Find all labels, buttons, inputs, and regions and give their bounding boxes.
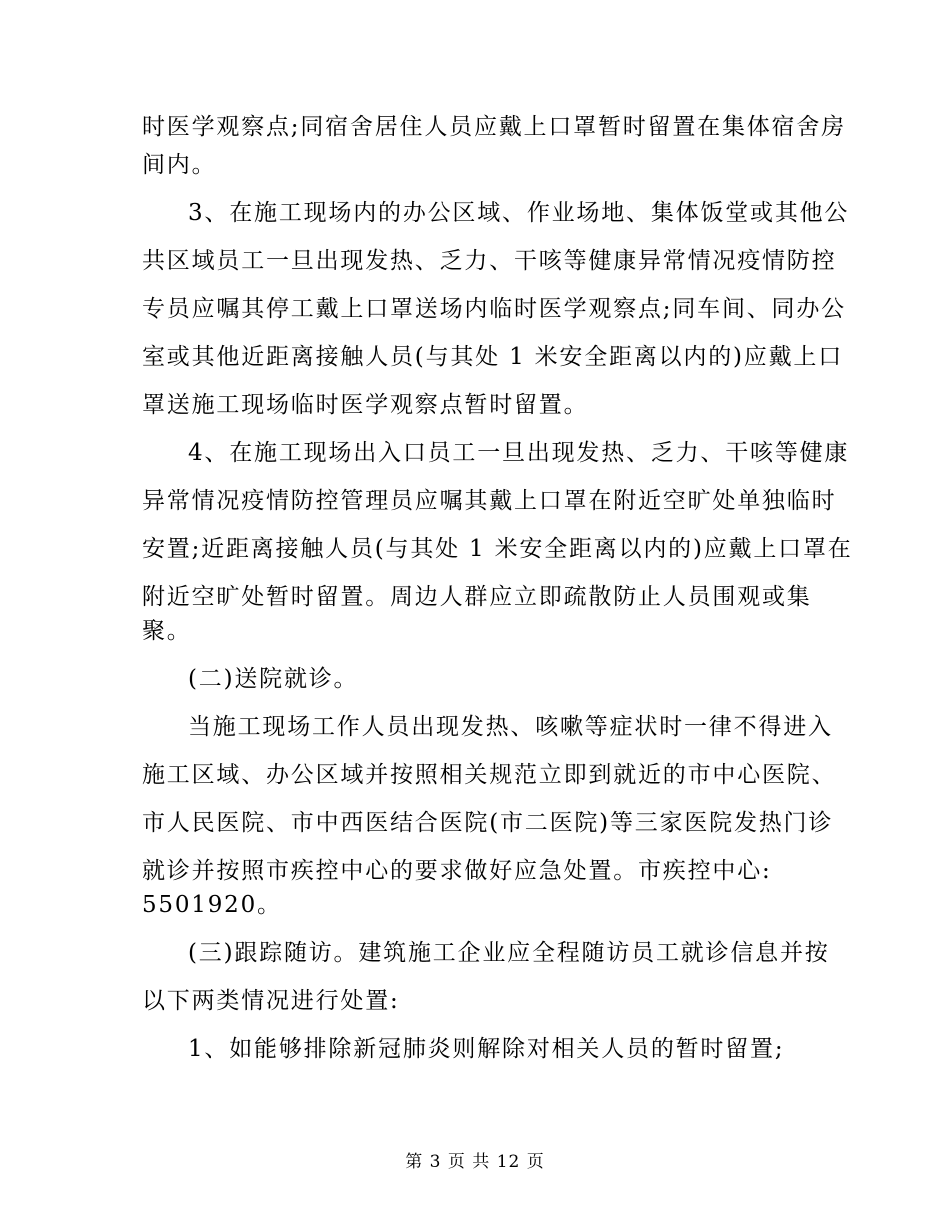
body-text-line: 当施工现场工作人员出现发热、咳嗽等症状时一律不得进入 [188,714,833,740]
body-text-line: (三)跟踪随访。建筑施工企业应全程随访员工就诊信息并按 [188,940,830,966]
body-text-line: 间内。 [142,152,217,178]
body-text-line: 时医学观察点;同宿舍居住人员应戴上口罩暂时留置在集体宿舍房 [142,114,846,140]
body-text-line: 施工区域、办公区域并按照相关规范立即到就近的市中心医院、 [142,762,837,788]
body-text-line: 4、在施工现场出入口员工一旦出现发热、乏力、干咳等健康 [188,440,850,466]
body-text-line: 罩送施工现场临时医学观察点暂时留置。 [142,392,589,418]
body-text-line: 附近空旷处暂时留置。周边人群应立即疏散防止人员围观或集 [142,584,812,610]
body-text-line: 1、如能够排除新冠肺炎则解除对相关人员的暂时留置; [188,1036,785,1062]
body-text-line: 室或其他近距离接触人员(与其处 1 米安全距离以内的)应戴上口 [142,344,844,370]
section-heading: (二)送院就诊。 [188,666,359,692]
body-text-line: 就诊并按照市疾控中心的要求做好应急处置。市疾控中心: [142,858,772,884]
body-text-line: 市人民医院、市中西医结合医院(市二医院)等三家医院发热门诊 [142,810,834,836]
body-text-line: 共区域员工一旦出现发热、乏力、干咳等健康异常情况疫情防控 [142,248,837,274]
body-text-line: 安置;近距离接触人员(与其处 1 米安全距离以内的)应戴上口罩在 [142,536,853,562]
body-text-line: 3、在施工现场内的办公区域、作业场地、集体饭堂或其他公 [188,200,850,226]
body-text-line: 专员应嘱其停工戴上口罩送场内临时医学观察点;同车间、同办公 [142,296,846,322]
body-text-line: 异常情况疫情防控管理员应嘱其戴上口罩在附近空旷处单独临时 [142,488,837,514]
page-number-footer: 第 3 页 共 12 页 [405,1152,545,1172]
body-text-line: 聚。 [142,618,192,644]
body-text-line: 以下两类情况进行处置: [142,988,400,1014]
phone-number: 5501920。 [142,892,282,918]
